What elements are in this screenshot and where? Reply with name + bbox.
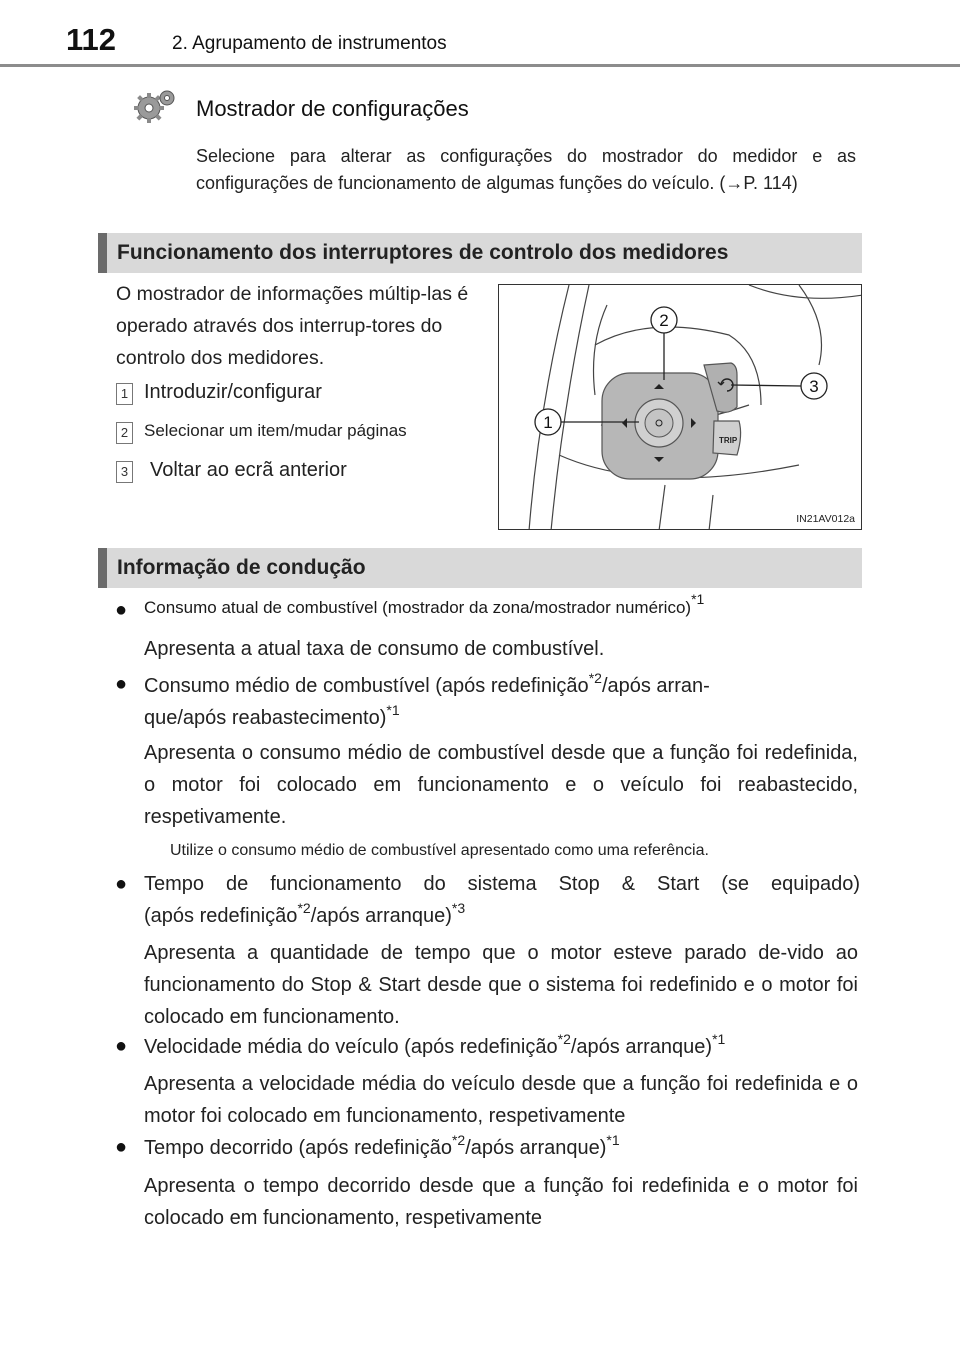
item-number: 2	[116, 422, 133, 444]
illustration-drawing	[499, 285, 862, 530]
bullet-description: Apresenta o consumo médio de combustível desde que a função foi redefinida, o motor foi colocado em funcionamento e o veículo foi reabastecido, respetivamente.	[144, 742, 858, 828]
callout-1: 1	[543, 413, 553, 432]
trip-button-label: TRIP	[719, 436, 738, 445]
note-text: Utilize o consumo médio de combustível apresentado como uma referência.	[170, 842, 709, 859]
bullet-description: Apresenta o tempo decorrido desde que a função foi redefinida e o motor foi colocado em funcionamento, respetivamente	[144, 1175, 858, 1229]
bullet-description: Apresenta a quantidade de tempo que o motor esteve parado de-vido ao funcionamento do Stop & Start desde que o sistema foi redefinido e o motor foi colocado em funcionamento.	[144, 942, 858, 1028]
bullet-average-speed: Velocidade média do veículo (após redefinição$^{*2}$/após arranque)$^{*1}$	[144, 1031, 726, 1058]
gear-icon	[132, 86, 180, 126]
bullet-current-consumption	[144, 591, 864, 618]
section-heading-meter-switches	[98, 233, 862, 273]
footnote-ref: 1	[696, 591, 705, 607]
item-label-enter: Introduzir/configurar	[144, 381, 322, 403]
bullet-title: Velocidade média do veículo (após redefinição	[144, 1036, 558, 1058]
settings-item-description: Selecione para alterar as configurações do mostrador do medidor e as configurações de funcionamento de algumas funções do veículo. (→P. 114)	[196, 146, 856, 193]
footnote-star: *	[691, 591, 697, 607]
bullet-title-cont: que/após reabastecimento)	[144, 707, 387, 729]
page-number: 112	[66, 22, 117, 57]
item-number: 3	[116, 461, 133, 483]
bullet-icon: ●	[115, 673, 128, 695]
settings-item-title: Mostrador de configurações	[196, 96, 469, 121]
section-heading-text: Funcionamento dos interruptores de controlo dos medidores	[117, 241, 729, 264]
bullet-title: Consumo atual de combustível (mostrador da zona/mostrador numérico)	[144, 598, 692, 617]
item-label-back: Voltar ao ecrã anterior	[150, 459, 347, 481]
chapter-title: 2. Agrupamento de instrumentos	[172, 33, 447, 54]
section-heading-text: Informação de condução	[117, 556, 366, 579]
section-heading-driving-info	[98, 548, 862, 588]
bullet-icon: ●	[115, 1136, 128, 1158]
bullet-title: Consumo médio de combustível (após redefinição$^{*2}$/após arran-	[144, 670, 710, 697]
bullet-stop-start-time: Tempo de funcionamento do sistema Stop & Start (se equipado) (após redefinição$^{*2}$/após arranque)$^{*3}$	[144, 868, 860, 932]
bullet-title-cont: (após redefinição	[144, 905, 298, 927]
figure-code: IN21AV012a	[796, 513, 855, 525]
bullet-description: Apresenta a velocidade média do veículo desde que a função foi redefinida e o motor foi colocado em funcionamento, respetivamente	[144, 1073, 858, 1127]
bullet-icon: ●	[115, 599, 128, 621]
bullet-elapsed-time: Tempo decorrido (após redefinição$^{*2}$/após arranque)$^{*1}$	[144, 1132, 620, 1159]
item-label-select: Selecionar um item/mudar páginas	[144, 421, 407, 440]
callout-2: 2	[659, 311, 669, 330]
bullet-title: Tempo de funcionamento do sistema Stop & Start (se equipado)	[144, 873, 860, 895]
bullet-average-consumption: Consumo médio de combustível (após redefinição$^{*2}$/após arran- que/após reabastecimento)$^{*1}$	[144, 670, 710, 729]
steering-switch-illustration	[498, 284, 862, 530]
item-number: 1	[116, 383, 133, 405]
callout-3: 3	[809, 377, 819, 396]
bullet-description: Apresenta a atual taxa de consumo de combustível.	[144, 638, 605, 660]
bullet-icon: ●	[115, 873, 128, 895]
bullet-title: Tempo decorrido (após redefinição	[144, 1137, 452, 1159]
header-divider	[0, 64, 960, 67]
bullet-icon: ●	[115, 1035, 128, 1057]
section-intro: O mostrador de informações múltip-las é operado através dos interrup-tores do controlo dos medidores.	[116, 283, 469, 369]
